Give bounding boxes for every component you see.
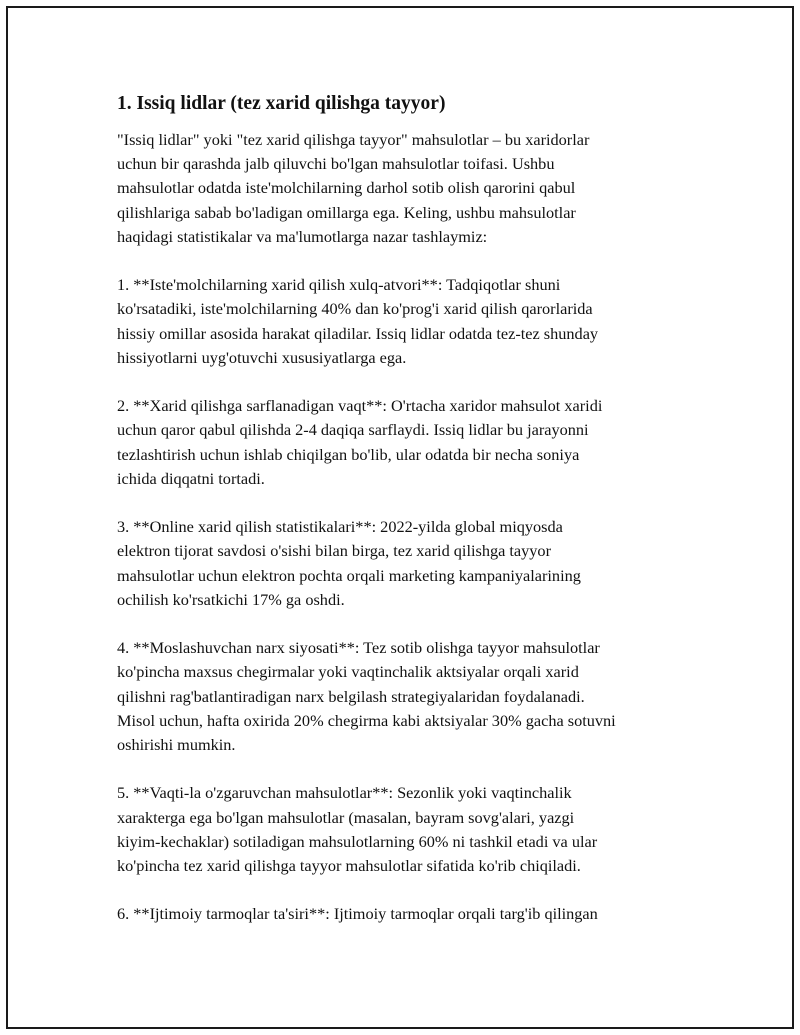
text-line: 1. **Iste'molchilarning xarid qilish xulq-atvori**: Tadqiqotlar shuni	[117, 275, 561, 295]
paragraph-gap	[117, 878, 697, 902]
text-line: xarakterga ega bo'lgan mahsulotlar (masalan, bayram sovg'alari, yazgi	[117, 807, 575, 827]
text-line: ko'rsatadiki, iste'molchilarning 40% dan ko'prog'i xarid qilish qarorlarida	[117, 299, 593, 319]
text-line: oshirishi mumkin.	[117, 735, 236, 755]
text-line: 5. **Vaqti-la o'zgaruvchan mahsulotlar**: Sezonlik yoki vaqtinchalik	[117, 783, 572, 803]
text-line: mahsulotlar odatda iste'molchilarning darhol sotib olish qarorini qabul	[117, 178, 576, 198]
paragraph-gap	[117, 612, 697, 636]
list-item-6	[117, 902, 697, 926]
text-line: haqidagi statistikalar va ma'lumotlarga nazar tashlaymiz:	[117, 226, 488, 246]
text-line: ko'pincha maxsus chegirmalar yoki vaqtinchalik aktsiyalar orqali xarid	[117, 662, 579, 682]
list-item-2	[117, 394, 697, 491]
text-line: hissiyotlarni uyg'otuvchi xususiyatlarga ega.	[117, 347, 407, 367]
list-item-5	[117, 781, 697, 878]
paragraph-gap	[117, 370, 697, 394]
paragraph-gap	[117, 491, 697, 515]
text-line: elektron tijorat savdosi o'sishi bilan birga, tez xarid qilishga tayyor	[117, 541, 551, 561]
text-line: uchun bir qarashda jalb qiluvchi bo'lgan mahsulotlar toifasi. Ushbu	[117, 154, 555, 174]
paragraph-gap	[117, 757, 697, 781]
text-line: ko'pincha tez xarid qilishga tayyor mahsulotlar sifatida ko'rib chiqiladi.	[117, 856, 581, 876]
text-line: uchun qaror qabul qilishda 2-4 daqiqa sarflaydi. Issiq lidlar bu jarayonni	[117, 420, 589, 440]
text-line: Misol uchun, hafta oxirida 20% chegirma kabi aktsiyalar 30% gacha sotuvni	[117, 710, 616, 730]
text-line: "Issiq lidlar" yoki "tez xarid qilishga tayyor" mahsulotlar – bu xaridorlar	[117, 130, 590, 149]
document-body	[117, 92, 697, 927]
text-line: kiyim-kechaklar) sotiladigan mahsulotlarning 60% ni tashkil etadi va ular	[117, 831, 598, 851]
text-line: 3. **Online xarid qilish statistikalari**: 2022-yilda global miqyosda	[117, 517, 563, 537]
text-line: hissiy omillar asosida harakat qiladilar. Issiq lidlar odatda tez-tez shunday	[117, 323, 599, 343]
text-line: 4. **Moslashuvchan narx siyosati**: Tez sotib olishga tayyor mahsulotlar	[117, 638, 600, 658]
intro-paragraph	[117, 128, 697, 249]
paragraph-gap	[117, 249, 697, 273]
list-item-4	[117, 636, 697, 757]
list-item-3	[117, 515, 697, 612]
text-line: ochilish ko'rsatkichi 17% ga oshdi.	[117, 589, 345, 609]
text-line: qilishlariga sabab bo'ladigan omillarga ega. Keling, ushbu mahsulotlar	[117, 202, 576, 222]
text-line: qilishni rag'batlantiradigan narx belgilash strategiyalaridan foydalanadi.	[117, 686, 585, 706]
text-line: ichida diqqatni tortadi.	[117, 468, 265, 488]
section-heading: 1. Issiq lidlar (tez xarid qilishga tayyor)	[117, 93, 446, 114]
text-line: 2. **Xarid qilishga sarflanadigan vaqt**: O'rtacha xaridor mahsulot xaridi	[117, 396, 603, 416]
text-line: mahsulotlar uchun elektron pochta orqali marketing kampaniyalarining	[117, 565, 581, 585]
list-item-1	[117, 273, 697, 370]
text-line: 6. **Ijtimoiy tarmoqlar ta'siri**: Ijtimoiy tarmoqlar orqali targ'ib qilingan	[117, 904, 598, 924]
text-line: tezlashtirish uchun ishlab chiqilgan bo'lib, ular odatda bir necha soniya	[117, 444, 580, 464]
